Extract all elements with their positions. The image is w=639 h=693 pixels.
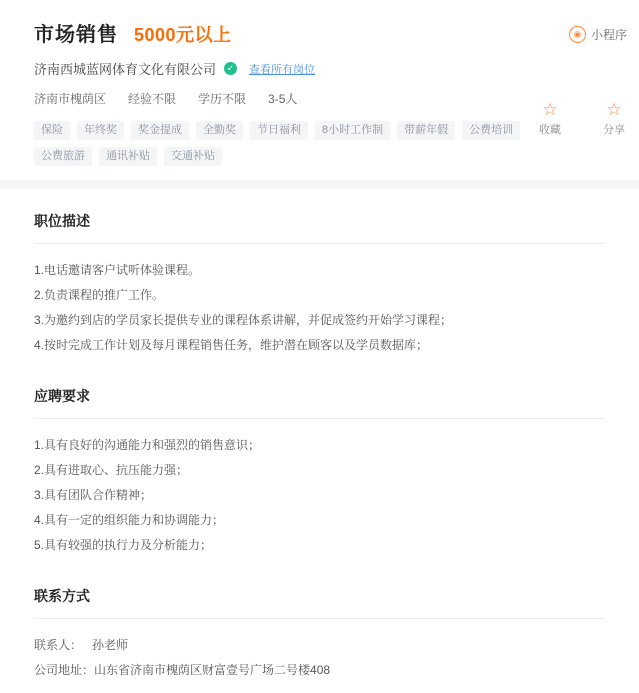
requirement-line: 1.具有良好的沟通能力和强烈的销售意识； [34, 438, 261, 452]
requirement-line: 2.具有进取心、抗压能力强； [34, 463, 189, 477]
benefit-tag: 奖金提成 [131, 121, 189, 140]
contact-person-label: 联系人： [34, 638, 83, 652]
requirement-line: 4.具有一定的组织能力和协调能力； [34, 513, 225, 527]
benefit-tag: 全勤奖 [196, 121, 243, 140]
check-icon: ✓ [224, 62, 237, 75]
section-title: 应聘要求 [34, 388, 90, 404]
salary-text: 5000元以上 [134, 25, 232, 45]
contact-row [34, 658, 605, 683]
favorite-button[interactable] [529, 100, 571, 137]
job-body-card [0, 189, 639, 693]
title-row [34, 18, 619, 47]
requirement-line: 5.具有较强的执行力及分析能力； [34, 538, 213, 552]
page-title: 市场销售 [34, 24, 118, 46]
divider [34, 618, 605, 619]
company-address-value: 山东省济南市槐荫区财富壹号广场二号楼408 [94, 663, 331, 677]
wechat-miniprogram-icon: ◉ [569, 26, 586, 43]
section-requirements [34, 386, 605, 558]
share-button[interactable] [593, 100, 635, 137]
section-contact [34, 586, 605, 683]
action-rail [529, 100, 639, 137]
job-header-card [0, 0, 639, 180]
miniprogram-entry[interactable] [569, 26, 627, 43]
section-title: 职位描述 [34, 213, 90, 229]
favorite-label: 收藏 [539, 124, 561, 136]
benefit-tag: 交通补贴 [164, 147, 222, 166]
divider [34, 243, 605, 244]
requirement-line: 3.具有团队合作精神； [34, 488, 153, 502]
benefit-tag: 公费培训 [462, 121, 520, 140]
miniprogram-label: 小程序 [590, 28, 627, 42]
benefit-tag: 公费旅游 [34, 147, 92, 166]
share-label: 分享 [603, 124, 625, 136]
company-name[interactable]: 济南西城蓝网体育文化有限公司 [34, 62, 217, 77]
description-line: 4.按时完成工作计划及每月课程销售任务，维护潜在顾客以及学员数据库； [34, 338, 429, 352]
description-line: 1.电话邀请客户试听体验课程。 [34, 263, 201, 277]
meta-headcount: 3-5人 [268, 92, 298, 106]
benefit-tag: 带薪年假 [397, 121, 455, 140]
meta-experience: 经验不限 [128, 92, 177, 106]
divider [34, 418, 605, 419]
benefit-tag-list [34, 121, 564, 166]
benefit-tag: 保险 [34, 121, 70, 140]
contact-person-value: 孙老师 [92, 638, 129, 652]
contact-row [34, 633, 605, 658]
all-jobs-link[interactable]: 查看所有岗位 [249, 63, 316, 76]
benefit-tag: 节日福利 [250, 121, 308, 140]
benefit-tag: 年终奖 [77, 121, 124, 140]
description-line: 2.负责课程的推广工作。 [34, 288, 165, 302]
company-row [34, 59, 619, 78]
section-job-description [34, 211, 605, 358]
star-icon: ☆ [542, 100, 558, 119]
benefit-tag: 通讯补贴 [99, 147, 157, 166]
section-title: 联系方式 [34, 588, 90, 604]
company-address-label: 公司地址： [34, 663, 95, 677]
description-line: 3.为邀约到店的学员家长提供专业的课程体系讲解，并促成签约开始学习课程； [34, 313, 453, 327]
benefit-tag: 8小时工作制 [315, 121, 390, 140]
share-icon: ☆ [606, 100, 622, 119]
meta-location: 济南市槐荫区 [34, 92, 107, 106]
meta-education: 学历不限 [198, 92, 247, 106]
